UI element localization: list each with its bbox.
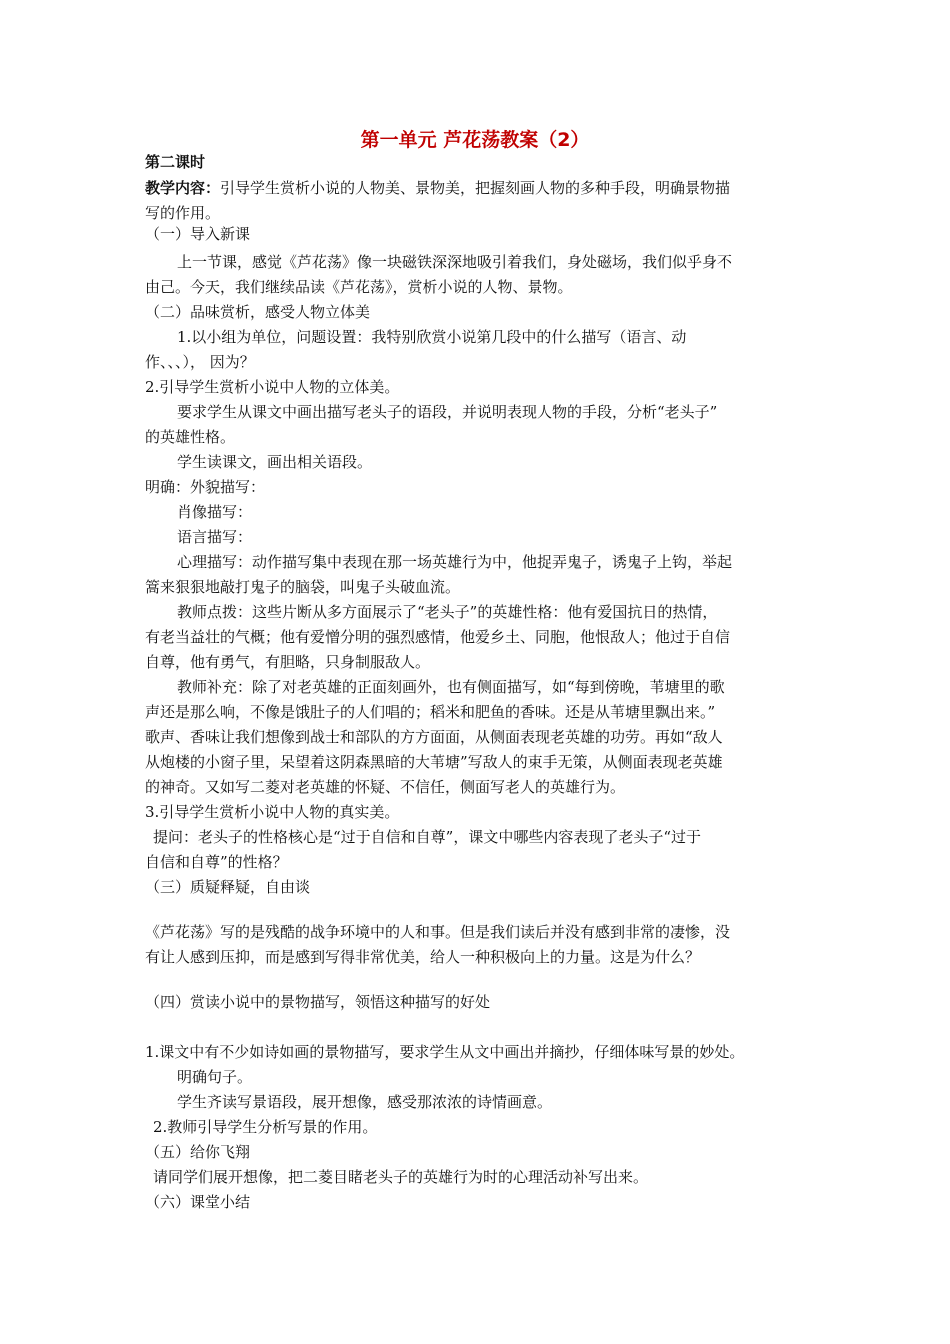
- section-heading: （三）质疑释疑，自由谈: [145, 878, 311, 896]
- text-line: 自信和自尊”的性格？: [145, 853, 288, 871]
- text-line: 从炮楼的小窗子里，呆望着这阴森黑暗的大苇塘”写敌人的束手无策，从侧面表现老英雄: [145, 753, 723, 771]
- text-line: 有老当益壮的气概；他有爱憎分明的强烈感情，他爱乡土、同胞，他恨敌人；他过于自信: [145, 628, 731, 646]
- text-line: 歌声、香味让我们想像到战士和部队的方方面面，从侧面表现老英雄的功劳。再如“敌人: [145, 728, 723, 746]
- section-heading: （四）赏读小说中的景物描写，领悟这种描写的好处: [145, 993, 491, 1011]
- text-line: 学生读课文，画出相关语段。: [177, 453, 373, 471]
- text-line: 心理描写：动作描写集中表现在那一场英雄行为中，他捉弄鬼子，诱鬼子上钩，举起: [177, 553, 733, 571]
- text-line: 语言描写：: [177, 528, 253, 546]
- text-line: 提问：老头子的性格核心是“过于自信和自尊”，课文中哪些内容表现了老头子“过于: [153, 828, 702, 846]
- text-line: 作、、、）， 因为？: [145, 353, 255, 371]
- text-line: 明确：外貌描写：: [145, 478, 266, 496]
- document-title: 第一单元 芦花荡教案（2）: [360, 129, 590, 151]
- text-line: 自尊，他有勇气，有胆略，只身制服敌人。: [145, 653, 431, 671]
- text-line: 有让人感到压抑，而是感到写得非常优美，给人一种积极向上的力量。这是为什么？: [145, 948, 701, 966]
- section-heading: （二）品味赏析，感受人物立体美: [145, 303, 371, 321]
- section-heading: （一）导入新课: [145, 225, 251, 243]
- text-line: 教师补充：除了对老英雄的正面刻画外，也有侧面描写，如“每到傍晚，苇塘里的歌: [177, 678, 725, 696]
- text-line: 的英雄性格。: [145, 428, 236, 446]
- text-line: 3.引导学生赏析小说中人物的真实美。: [145, 803, 400, 821]
- text-line: 教师点拨：这些片断从多方面展示了“老头子”的英雄性格：他有爱国抗日的热情，: [177, 603, 718, 621]
- text-line: 《芦花荡》写的是残酷的战争环境中的人和事。但是我们读后并没有感到非常的凄惨，没: [145, 923, 731, 941]
- text-line: 由己。今天，我们继续品读《芦花荡》，赏析小说的人物、景物。: [145, 278, 573, 296]
- text-line: 篙来狠狠地敲打鬼子的脑袋，叫鬼子头破血流。: [145, 578, 461, 596]
- teaching-content-line: [145, 178, 730, 198]
- text-line: 肖像描写：: [177, 503, 253, 521]
- text-line: 声还是那么响，不像是饿肚子的人们唱的；稻米和肥鱼的香味。还是从苇塘里飘出来。”: [145, 703, 716, 721]
- lesson-label: 第二课时: [145, 153, 206, 171]
- text-line: 明确句子。: [177, 1068, 253, 1086]
- text-line: 2.教师引导学生分析写景的作用。: [153, 1118, 378, 1136]
- text-line: 写的作用。: [145, 204, 221, 222]
- content-label: 教学内容：: [145, 179, 221, 197]
- text-line: 的神奇。又如写二菱对老英雄的怀疑、不信任，侧面写老人的英雄行为。: [145, 778, 626, 796]
- text-line: 1.以小组为单位，问题设置：我特别欣赏小说第几段中的什么描写（语言、动: [177, 328, 687, 346]
- text-line: 请同学们展开想像，把二菱目睹老头子的英雄行为时的心理活动补写出来。: [153, 1168, 649, 1186]
- text-line: 学生齐读写景语段，展开想像，感受那浓浓的诗情画意。: [177, 1093, 553, 1111]
- text-line: 上一节课，感觉《芦花荡》像一块磁铁深深地吸引着我们，身处磁场，我们似乎身不: [177, 253, 733, 271]
- section-heading: （六）课堂小结: [145, 1193, 251, 1211]
- text-line: 要求学生从课文中画出描写老头子的语段，并说明表现人物的手段，分析“老头子”: [177, 403, 718, 421]
- text-line: 引导学生赏析小说的人物美、景物美，把握刻画人物的多种手段，明确景物描: [220, 179, 731, 197]
- section-heading: （五）给你飞翔: [145, 1143, 251, 1161]
- text-line: 2.引导学生赏析小说中人物的立体美。: [145, 378, 400, 396]
- text-line: 1.课文中有不少如诗如画的景物描写，要求学生从文中画出并摘抄，仔细体味写景的妙处。: [145, 1043, 745, 1061]
